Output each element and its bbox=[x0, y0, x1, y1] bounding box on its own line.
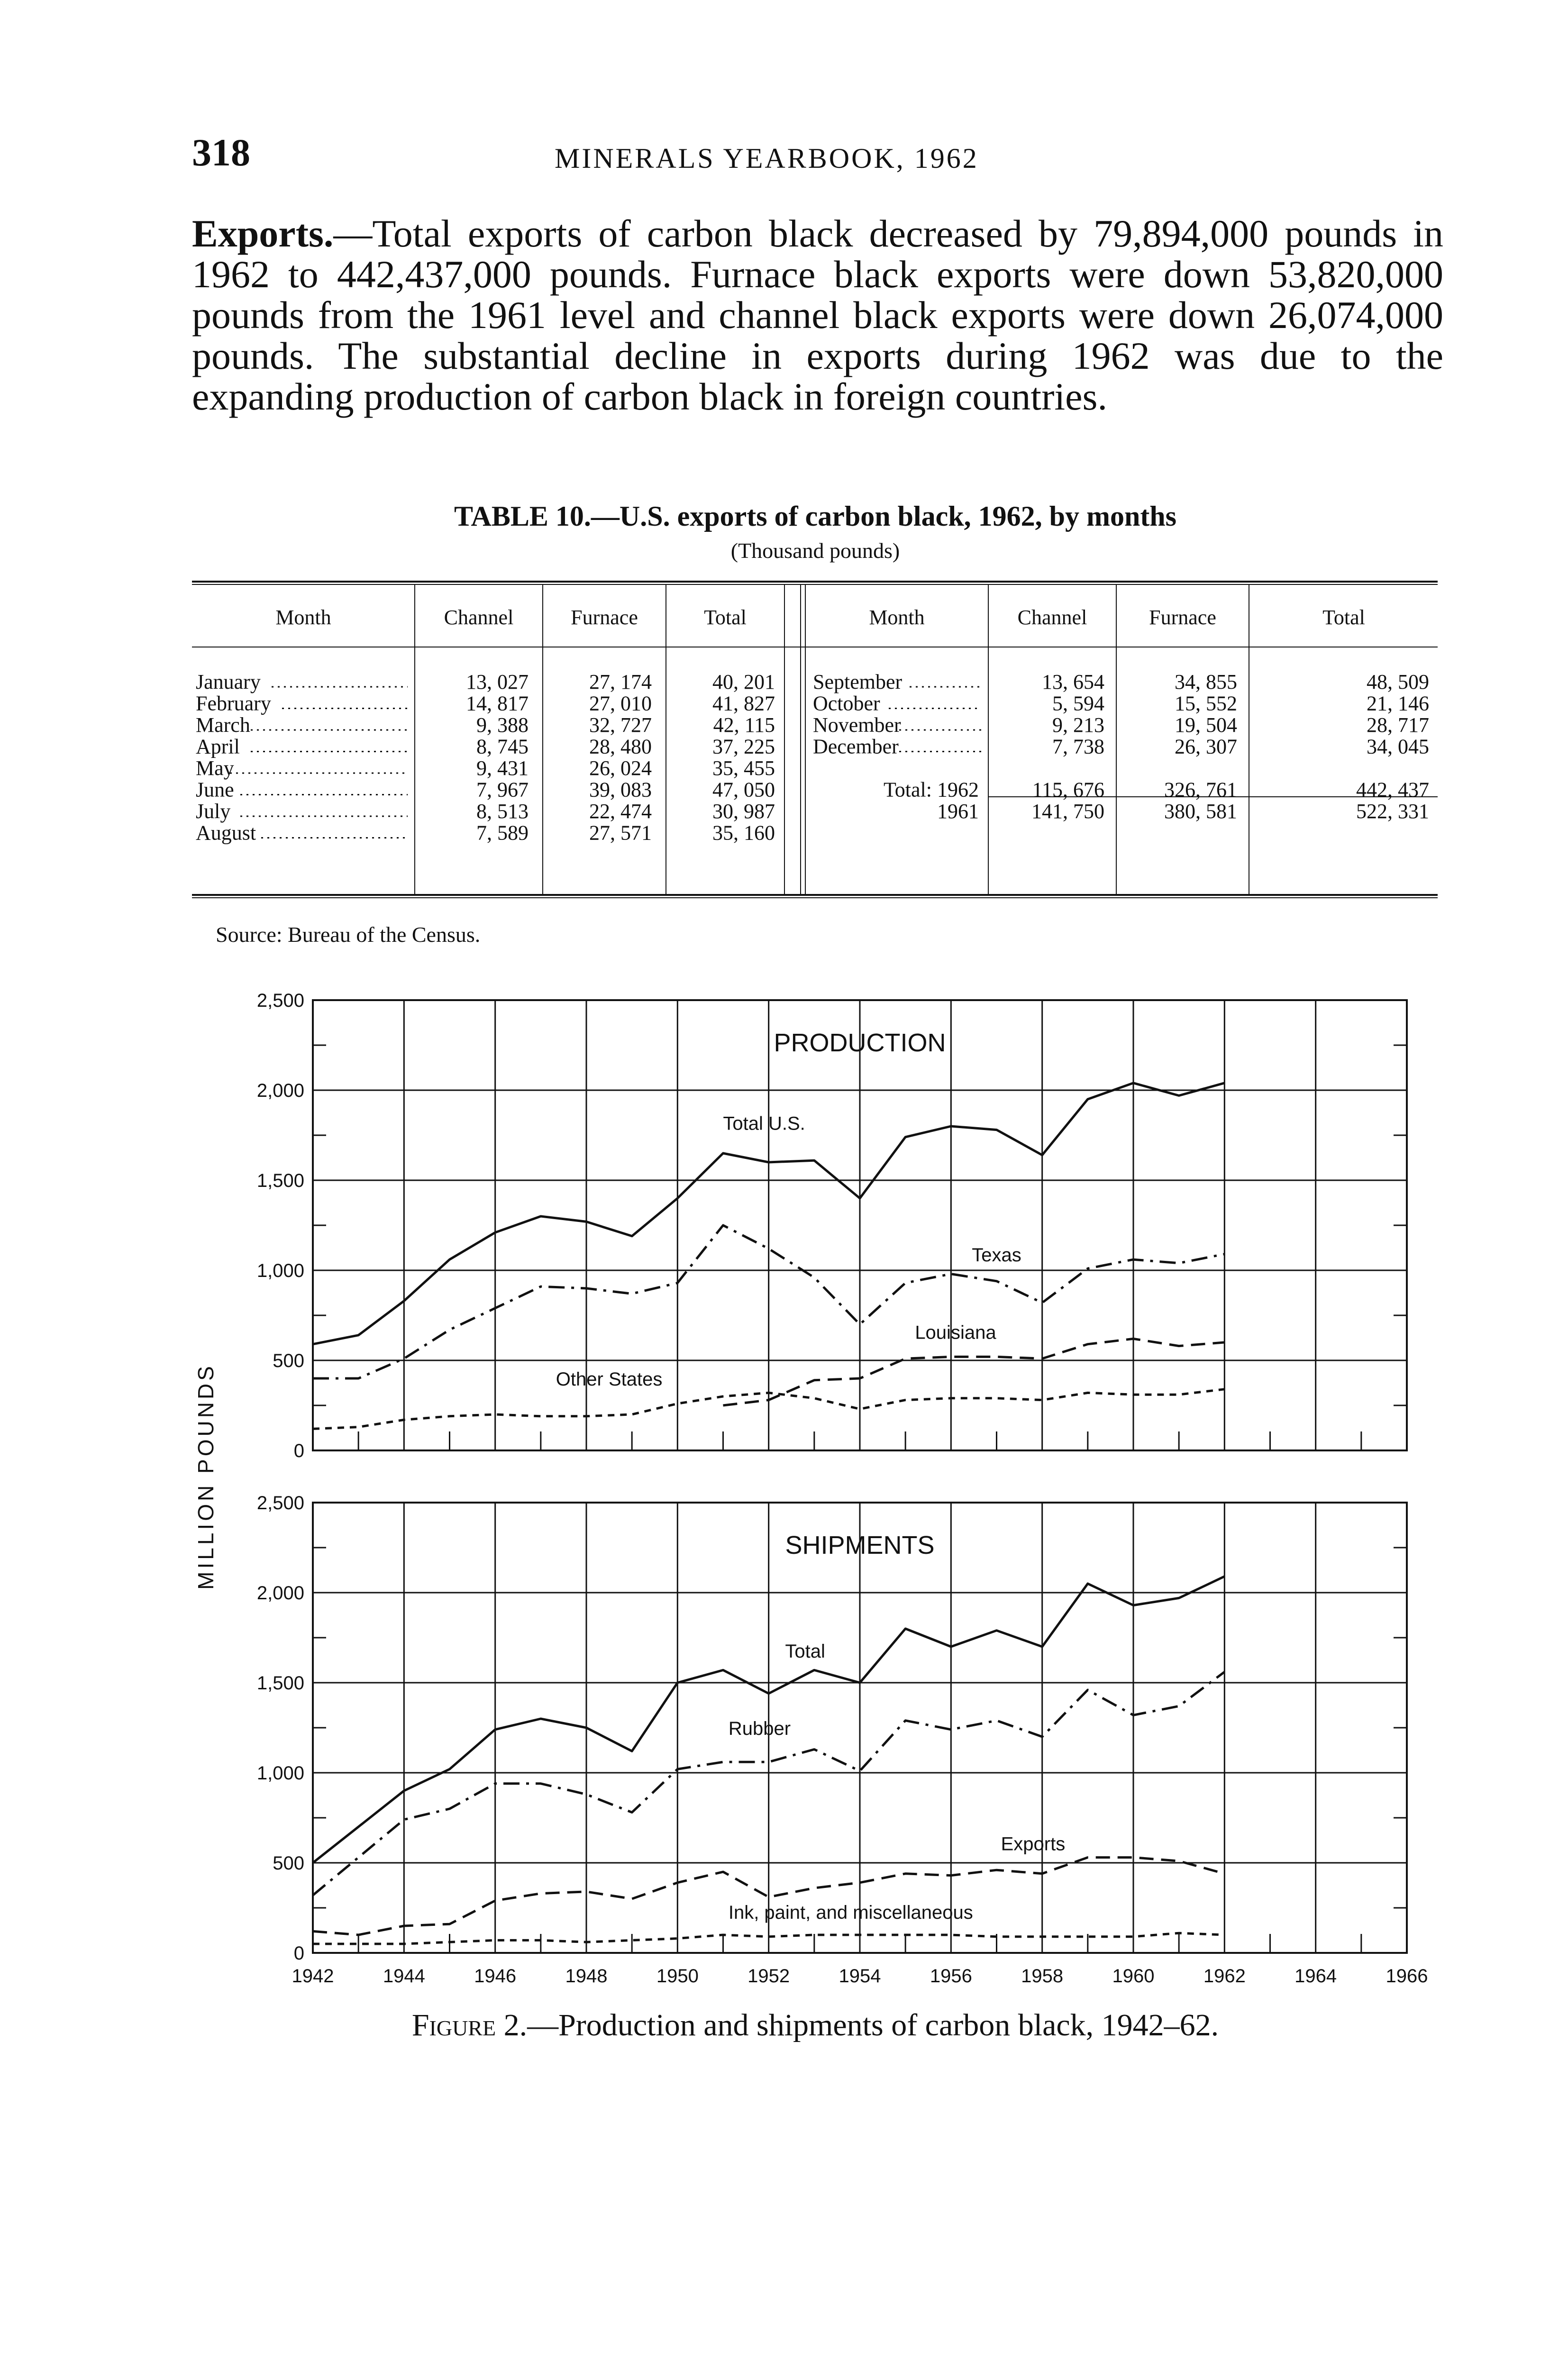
chart-x-tick-label: 1960 bbox=[1112, 1966, 1155, 1987]
table-cell-value: 14, 817 bbox=[466, 692, 529, 715]
table-cell-value: 7, 738 bbox=[1052, 735, 1104, 758]
table-cell-month: February bbox=[196, 692, 271, 715]
chart-x-tick-label: 1966 bbox=[1386, 1966, 1428, 1987]
table-cell-value: 22, 474 bbox=[589, 800, 652, 823]
chart-y-tick-label: 2,000 bbox=[256, 1080, 304, 1101]
table-cell-value: 5, 594 bbox=[1052, 692, 1104, 715]
figure-caption-text: —Production and shipments of carbon black, 1942–62. bbox=[527, 2008, 1219, 2042]
table-cell-value: 9, 213 bbox=[1052, 713, 1104, 737]
exports-paragraph bbox=[192, 213, 1443, 417]
chart-x-tick-label: 1942 bbox=[292, 1966, 334, 1987]
table-cell-month: June bbox=[196, 778, 234, 802]
table-cell-value: 380, 581 bbox=[1164, 800, 1237, 823]
table-cell-month: July bbox=[196, 800, 231, 823]
table-header: Total bbox=[1322, 606, 1365, 629]
table-cell-value: 442, 437 bbox=[1356, 778, 1429, 802]
table-cell-month: November bbox=[813, 713, 901, 737]
table-cell-value: 13, 654 bbox=[1042, 670, 1104, 693]
table-header: Furnace bbox=[571, 606, 638, 629]
table-cell-month: September bbox=[813, 670, 903, 693]
table-cell-value: 40, 201 bbox=[712, 670, 775, 693]
table-header: Month bbox=[275, 606, 331, 629]
table-cell-total-label: 1961 bbox=[937, 800, 979, 823]
table-cell-month: March bbox=[196, 713, 250, 737]
table-cell-month: October bbox=[813, 692, 880, 715]
table-cell-month: April bbox=[196, 735, 240, 758]
table-cell-value: 28, 717 bbox=[1367, 713, 1429, 737]
table-cell-value: 26, 307 bbox=[1175, 735, 1237, 758]
table-cell-value: 27, 571 bbox=[589, 821, 652, 845]
chart-y-tick-label: 500 bbox=[273, 1350, 304, 1371]
chart-x-tick-label: 1954 bbox=[839, 1966, 881, 1987]
table-cell-value: 42, 115 bbox=[713, 713, 775, 737]
table-cell-value: 34, 855 bbox=[1175, 670, 1237, 693]
chart-panel-title: SHIPMENTS bbox=[785, 1531, 935, 1559]
chart-y-tick-label: 1,500 bbox=[256, 1170, 304, 1191]
table-cell-month: August bbox=[196, 821, 256, 845]
chart-series-label: Ink, paint, and miscellaneous bbox=[728, 1902, 973, 1923]
chart-x-tick-label: 1958 bbox=[1021, 1966, 1064, 1987]
table-title: TABLE 10.—U.S. exports of carbon black, 1962, by months bbox=[454, 501, 1177, 532]
chart-y-tick-label: 500 bbox=[273, 1853, 304, 1874]
chart-y-tick-label: 0 bbox=[293, 1943, 304, 1964]
chart-y-tick-label: 1,500 bbox=[256, 1673, 304, 1694]
table-header: Month bbox=[869, 606, 925, 629]
chart-series-label: Texas bbox=[972, 1245, 1021, 1266]
chart-y-tick-label: 1,000 bbox=[256, 1260, 304, 1281]
table-cell-value: 9, 431 bbox=[476, 757, 529, 780]
chart-series-label: Total U.S. bbox=[723, 1113, 805, 1134]
table-unit: (Thousand pounds) bbox=[730, 538, 900, 563]
figure-caption-label: Figure 2. bbox=[411, 2008, 528, 2042]
table-cell-value: 19, 504 bbox=[1175, 713, 1237, 737]
table-header: Channel bbox=[1017, 606, 1087, 629]
table-cell-value: 41, 827 bbox=[712, 692, 775, 715]
chart-x-tick-label: 1944 bbox=[383, 1966, 425, 1987]
chart-y-tick-label: 2,500 bbox=[256, 1493, 304, 1513]
chart-series-label: Louisiana bbox=[915, 1322, 996, 1343]
chart-y-tick-label: 1,000 bbox=[256, 1763, 304, 1784]
table-cell-value: 9, 388 bbox=[476, 713, 529, 737]
table-cell-value: 30, 987 bbox=[712, 800, 775, 823]
chart-y-tick-label: 2,500 bbox=[256, 990, 304, 1011]
table-cell-total-label: Total: 1962 bbox=[883, 778, 979, 802]
chart-x-tick-label: 1948 bbox=[565, 1966, 608, 1987]
table-cell-value: 141, 750 bbox=[1031, 800, 1104, 823]
production-shipments-chart bbox=[180, 986, 1460, 1991]
exports-table bbox=[192, 581, 1438, 899]
table-cell-value: 26, 024 bbox=[589, 757, 652, 780]
chart-series-label: Other States bbox=[556, 1369, 663, 1390]
table-cell-value: 34, 045 bbox=[1367, 735, 1429, 758]
table-cell-value: 27, 174 bbox=[589, 670, 652, 693]
chart-y-tick-label: 0 bbox=[293, 1440, 304, 1461]
table-header: Total bbox=[704, 606, 747, 629]
exports-body: —Total exports of carbon black decreased by 79,894,000 pounds in 1962 to 442,437,000 pounds. Furnace black exports were down 53,820,000 pounds from the 1961 level and channel black exports were down 26,074,000 pounds. The substantial decline in exports during 1962 was due to the expanding production of carbon black in foreign countries. bbox=[192, 212, 1443, 418]
table-cell-month: December bbox=[813, 735, 899, 758]
table-cell-value: 7, 967 bbox=[476, 778, 529, 802]
table-header: Furnace bbox=[1149, 606, 1216, 629]
table-cell-value: 8, 745 bbox=[476, 735, 529, 758]
table-cell-value: 326, 761 bbox=[1164, 778, 1237, 802]
table-cell-value: 522, 331 bbox=[1356, 800, 1429, 823]
running-head: MINERALS YEARBOOK, 1962 bbox=[555, 143, 979, 174]
chart-x-tick-label: 1962 bbox=[1203, 1966, 1246, 1987]
chart-x-tick-label: 1952 bbox=[748, 1966, 790, 1987]
table-cell-value: 7, 589 bbox=[476, 821, 529, 845]
table-cell-value: 47, 050 bbox=[712, 778, 775, 802]
table-cell-value: 115, 676 bbox=[1032, 778, 1104, 802]
exports-table-grid bbox=[192, 581, 1438, 899]
chart-series-label: Total bbox=[785, 1641, 825, 1662]
chart-series-label: Exports bbox=[1001, 1833, 1066, 1855]
table-cell-value: 28, 480 bbox=[589, 735, 652, 758]
table-header: Channel bbox=[444, 606, 514, 629]
table-cell-value: 35, 160 bbox=[712, 821, 775, 845]
chart-panel-title: PRODUCTION bbox=[774, 1029, 946, 1057]
figure-chart bbox=[180, 986, 1460, 1991]
table-cell-value: 21, 146 bbox=[1367, 692, 1429, 715]
chart-x-tick-label: 1950 bbox=[656, 1966, 699, 1987]
table-cell-value: 48, 509 bbox=[1367, 670, 1429, 693]
table-cell-value: 27, 010 bbox=[589, 692, 652, 715]
table-cell-value: 39, 083 bbox=[589, 778, 652, 802]
table-cell-month: May bbox=[196, 757, 234, 780]
table-cell-value: 8, 513 bbox=[476, 800, 529, 823]
chart-series-label: Rubber bbox=[728, 1718, 791, 1740]
chart-x-tick-label: 1964 bbox=[1295, 1966, 1337, 1987]
chart-x-tick-label: 1956 bbox=[930, 1966, 972, 1987]
chart-y-axis-label: MILLION POUNDS bbox=[193, 1363, 218, 1590]
chart-y-tick-label: 2,000 bbox=[256, 1583, 304, 1604]
table-cell-month: January bbox=[196, 670, 261, 693]
table-cell-value: 37, 225 bbox=[712, 735, 775, 758]
page-number: 318 bbox=[192, 131, 250, 174]
table-cell-value: 15, 552 bbox=[1175, 692, 1237, 715]
chart-x-tick-label: 1946 bbox=[474, 1966, 517, 1987]
table-cell-value: 35, 455 bbox=[712, 757, 775, 780]
figure-caption bbox=[190, 2007, 1441, 2043]
table-cell-value: 32, 727 bbox=[589, 713, 652, 737]
exports-heading: Exports. bbox=[192, 212, 334, 255]
table-source-note: Source: Bureau of the Census. bbox=[216, 922, 481, 947]
table-cell-value: 13, 027 bbox=[466, 670, 529, 693]
